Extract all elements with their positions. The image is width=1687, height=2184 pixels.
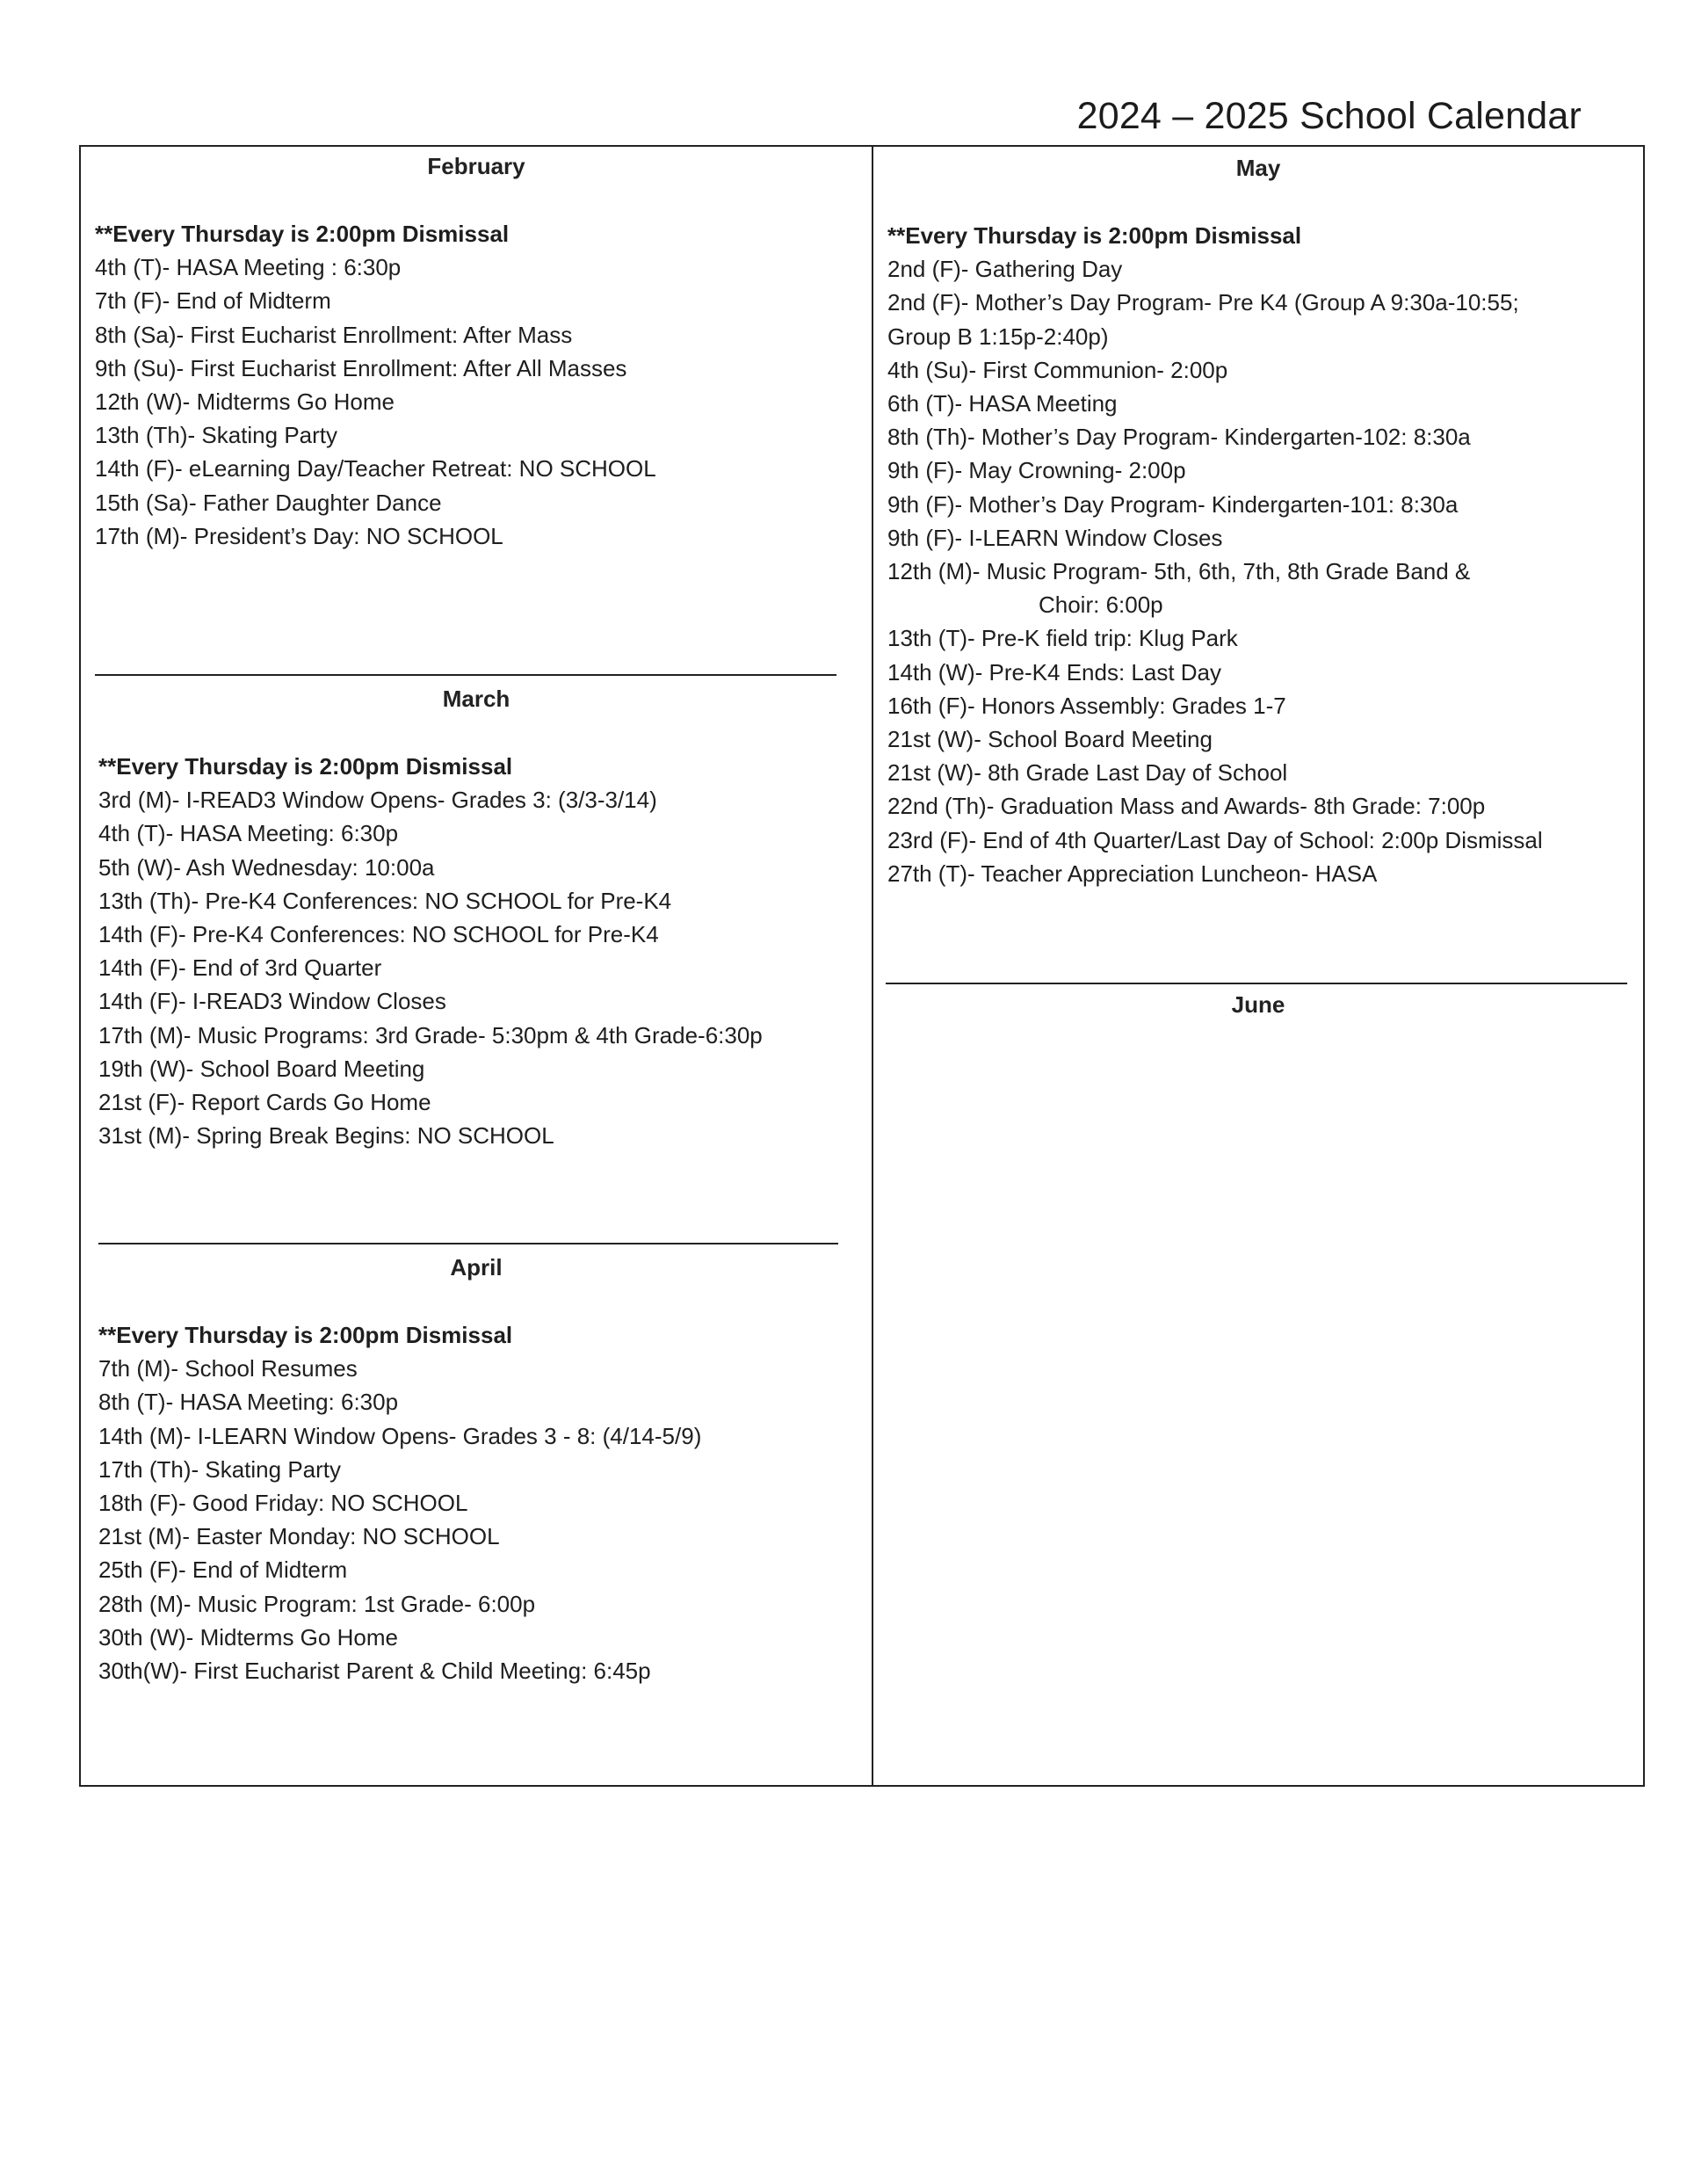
- event-item: 4th (T)- HASA Meeting: 6:30p: [98, 820, 399, 847]
- dismissal-note: **Every Thursday is 2:00pm Dismissal: [95, 221, 510, 247]
- section-divider: [95, 674, 836, 676]
- event-item: 21st (M)- Easter Monday: NO SCHOOL: [98, 1523, 500, 1550]
- event-item-continuation: Group B 1:15p-2:40p): [887, 323, 1109, 350]
- event-item: 28th (M)- Music Program: 1st Grade- 6:00p: [98, 1590, 536, 1617]
- event-item: 27th (T)- Teacher Appreciation Luncheon- HASA: [887, 860, 1378, 887]
- event-item: 17th (M)- President’s Day: NO SCHOOL: [95, 522, 503, 549]
- right-column: [873, 147, 1643, 1785]
- event-item: 31st (M)- Spring Break Begins: NO SCHOOL: [98, 1122, 554, 1150]
- month-title: June: [1231, 991, 1285, 1018]
- event-item: 13th (T)- Pre-K field trip: Klug Park: [887, 625, 1238, 652]
- left-column: [81, 147, 873, 1785]
- event-item: 16th (F)- Honors Assembly: Grades 1-7: [887, 692, 1286, 719]
- event-item: 21st (W)- 8th Grade Last Day of School: [887, 759, 1288, 787]
- event-item: 6th (T)- HASA Meeting: [887, 390, 1118, 417]
- month-section-april: [81, 1252, 872, 1685]
- event-item: 30th (W)- Midterms Go Home: [98, 1623, 398, 1651]
- event-item: 12th (M)- Music Program- 5th, 6th, 7th, 8th Grade Band &: [887, 558, 1471, 585]
- month-section-may: [873, 152, 1643, 887]
- month-section-june: [873, 989, 1643, 1020]
- month-title: March: [442, 686, 510, 712]
- event-item: 9th (F)- I-LEARN Window Closes: [887, 524, 1223, 551]
- event-item: 25th (F)- End of Midterm: [98, 1556, 348, 1584]
- month-section-february: [81, 150, 872, 549]
- event-item: 4th (Su)- First Communion- 2:00p: [887, 356, 1228, 383]
- event-item: 14th (F)- Pre-K4 Conferences: NO SCHOOL for Pre-K4: [98, 921, 659, 948]
- section-divider: [886, 983, 1627, 984]
- event-item: 14th (F)- End of 3rd Quarter: [98, 954, 382, 982]
- event-item: 21st (F)- Report Cards Go Home: [98, 1089, 431, 1116]
- event-item: 23rd (F)- End of 4th Quarter/Last Day of School: 2:00p Dismissal: [887, 826, 1543, 853]
- event-list: [873, 219, 1643, 890]
- event-item: 5th (W)- Ash Wednesday: 10:00a: [98, 853, 435, 881]
- event-item: 8th (Sa)- First Eucharist Enrollment: After Mass: [95, 321, 573, 348]
- event-item: 14th (W)- Pre-K4 Ends: Last Day: [887, 658, 1222, 686]
- event-item: 2nd (F)- Gathering Day: [887, 256, 1123, 283]
- event-item: 15th (Sa)- Father Daughter Dance: [95, 489, 442, 516]
- event-item: 14th (F)- I-READ3 Window Closes: [98, 988, 446, 1015]
- event-list: [81, 750, 872, 1152]
- event-item: 9th (F)- Mother’s Day Program- Kindergarten-101: 8:30a: [887, 490, 1459, 518]
- dismissal-note: **Every Thursday is 2:00pm Dismissal: [887, 222, 1302, 249]
- event-item: 8th (T)- HASA Meeting: 6:30p: [98, 1389, 399, 1416]
- month-title: April: [450, 1254, 503, 1281]
- event-item: 9th (Su)- First Eucharist Enrollment: After All Masses: [95, 354, 627, 381]
- month-title: February: [427, 153, 525, 179]
- event-item: 3rd (M)- I-READ3 Window Opens- Grades 3: (3/3-3/14): [98, 787, 657, 814]
- event-item: 19th (W)- School Board Meeting: [98, 1055, 425, 1082]
- event-item: 13th (Th)- Skating Party: [95, 422, 337, 449]
- page-title: 2024 – 2025 School Calendar: [1076, 95, 1582, 137]
- event-item: 17th (Th)- Skating Party: [98, 1455, 341, 1483]
- event-item-continuation: Choir: 6:00p: [1038, 591, 1163, 619]
- event-list: [81, 217, 872, 553]
- event-item: 17th (M)- Music Programs: 3rd Grade- 5:30pm & 4th Grade-6:30p: [98, 1021, 763, 1048]
- dismissal-note: **Every Thursday is 2:00pm Dismissal: [98, 1322, 513, 1348]
- event-list: [81, 1318, 872, 1687]
- event-item: 8th (Th)- Mother’s Day Program- Kindergarten-102: 8:30a: [887, 424, 1471, 451]
- calendar-table: [79, 145, 1645, 1787]
- month-title: May: [1235, 155, 1281, 181]
- section-divider: [98, 1243, 838, 1244]
- event-item: 13th (Th)- Pre-K4 Conferences: NO SCHOOL for Pre-K4: [98, 887, 672, 914]
- dismissal-note: **Every Thursday is 2:00pm Dismissal: [98, 753, 513, 780]
- event-item: 2nd (F)- Mother’s Day Program- Pre K4 (Group A 9:30a-10:55;: [887, 289, 1519, 316]
- event-item: 9th (F)- May Crowning- 2:00p: [887, 457, 1186, 484]
- event-item: 18th (F)- Good Friday: NO SCHOOL: [98, 1490, 468, 1517]
- event-item: 14th (M)- I-LEARN Window Opens- Grades 3 - 8: (4/14-5/9): [98, 1422, 702, 1449]
- month-section-march: [81, 683, 872, 1150]
- event-item: 21st (W)- School Board Meeting: [887, 726, 1213, 753]
- event-item: 7th (M)- School Resumes: [98, 1355, 358, 1382]
- event-item: 22nd (Th)- Graduation Mass and Awards- 8th Grade: 7:00p: [887, 793, 1486, 820]
- event-item: 12th (W)- Midterms Go Home: [95, 388, 395, 416]
- event-item: 4th (T)- HASA Meeting : 6:30p: [95, 254, 402, 281]
- event-item: 7th (F)- End of Midterm: [95, 287, 331, 315]
- event-item: 14th (F)- eLearning Day/Teacher Retreat: NO SCHOOL: [95, 455, 656, 483]
- event-item: 30th(W)- First Eucharist Parent & Child Meeting: 6:45p: [98, 1658, 651, 1685]
